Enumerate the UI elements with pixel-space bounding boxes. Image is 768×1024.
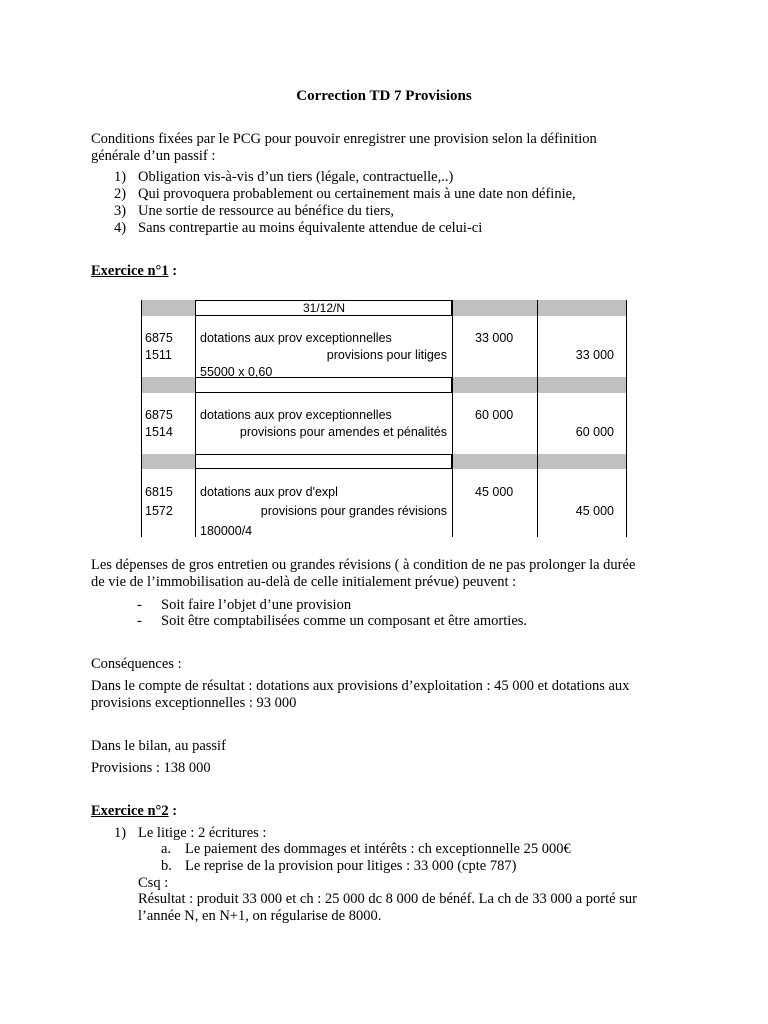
paragraph-line: Provisions : 138 000 <box>91 760 211 776</box>
sub-item-letter: b. <box>161 858 172 874</box>
journal-date: 31/12/N <box>302 301 346 315</box>
account-label: provisions pour grandes révisions <box>260 504 447 518</box>
list-item-number: 2) <box>114 186 127 202</box>
calculation-note: 180000/4 <box>200 524 253 538</box>
account-label: provisions pour litiges <box>326 348 447 362</box>
debit-amount: 60 000 <box>475 408 514 422</box>
sub-item: Le paiement des dommages et intérêts : ch exceptionnelle 25 000€ <box>185 841 571 857</box>
dash-icon: - <box>137 597 142 613</box>
credit-amount: 45 000 <box>575 504 614 518</box>
column-divider <box>195 300 196 537</box>
consequences-label: Conséquences : <box>91 656 182 672</box>
page-title: Correction TD 7 Provisions <box>296 88 472 104</box>
label-cell-top <box>195 454 452 469</box>
sub-item-letter: a. <box>161 841 172 857</box>
exercise-1-heading-text: Exercice n°1 <box>91 263 169 279</box>
heading-colon: : <box>168 803 178 819</box>
dash-icon: - <box>137 613 142 629</box>
account-number: 6815 <box>145 485 173 499</box>
intro-line-1: Conditions fixées par le PCG pour pouvoir enregistrer une provision selon la définition <box>91 131 597 147</box>
intro-line-2: générale d’un passif : <box>91 148 216 164</box>
exercise-2-heading <box>91 803 177 820</box>
account-number: 1572 <box>145 504 173 518</box>
account-number: 1511 <box>145 348 172 362</box>
list-item-number: 1) <box>114 169 127 185</box>
paragraph-line: Dans le compte de résultat : dotations aux provisions d’exploitation : 45 000 et dotations aux <box>91 678 630 694</box>
list-item: Une sortie de ressource au bénéfice du tiers, <box>138 203 395 219</box>
column-divider <box>537 300 538 537</box>
account-number: 6875 <box>145 408 173 422</box>
heading-colon: : <box>168 263 178 279</box>
list-item: Le litige : 2 écritures : <box>138 825 267 841</box>
account-label: dotations aux prov exceptionnelles <box>200 408 392 422</box>
exercise-1-heading <box>91 263 177 280</box>
debit-amount: 45 000 <box>475 485 514 499</box>
debit-amount: 33 000 <box>475 331 514 345</box>
account-label: dotations aux prov exceptionnelles <box>200 331 392 345</box>
table-border-left <box>141 300 142 537</box>
paragraph-line: Dans le bilan, au passif <box>91 738 226 754</box>
calculation-note: 55000 x 0,60 <box>200 365 273 379</box>
account-label: provisions pour amendes et pénalités <box>239 425 447 439</box>
account-number: 1514 <box>145 425 173 439</box>
credit-amount: 33 000 <box>575 348 614 362</box>
paragraph-line: l’année N, en N+1, on régularise de 8000. <box>138 908 382 924</box>
sub-item: Le reprise de la provision pour litiges : 33 000 (cpte 787) <box>185 858 517 874</box>
list-item-number: 1) <box>114 825 127 841</box>
paragraph-line: provisions exceptionnelles : 93 000 <box>91 695 297 711</box>
list-item: Sans contrepartie au moins équivalente attendue de celui-ci <box>138 220 483 236</box>
bullet-item: Soit faire l’objet d’une provision <box>161 597 352 613</box>
csq-label: Csq : <box>138 875 169 891</box>
column-divider <box>452 300 453 537</box>
bullet-item: Soit être comptabilisées comme un composant et être amorties. <box>161 613 528 629</box>
credit-amount: 60 000 <box>575 425 614 439</box>
list-item-number: 4) <box>114 220 127 236</box>
table-border-right <box>626 300 627 537</box>
paragraph-line: de vie de l’immobilisation au-delà de celle initialement prévue) peuvent : <box>91 574 517 590</box>
list-item-number: 3) <box>114 203 127 219</box>
paragraph-line: Les dépenses de gros entretien ou grandes révisions ( à condition de ne pas prolonger la durée <box>91 557 636 573</box>
account-label: dotations aux prov d'expl <box>200 485 338 499</box>
list-item: Obligation vis-à-vis d’un tiers (légale, contractuelle,..) <box>138 169 454 185</box>
exercise-2-heading-text: Exercice n°2 <box>91 803 169 819</box>
list-item: Qui provoquera probablement ou certainement mais à une date non définie, <box>138 186 576 202</box>
account-number: 6875 <box>145 331 173 345</box>
paragraph-line: Résultat : produit 33 000 et ch : 25 000 dc 8 000 de bénéf. La ch de 33 000 a porté sur <box>138 891 637 907</box>
